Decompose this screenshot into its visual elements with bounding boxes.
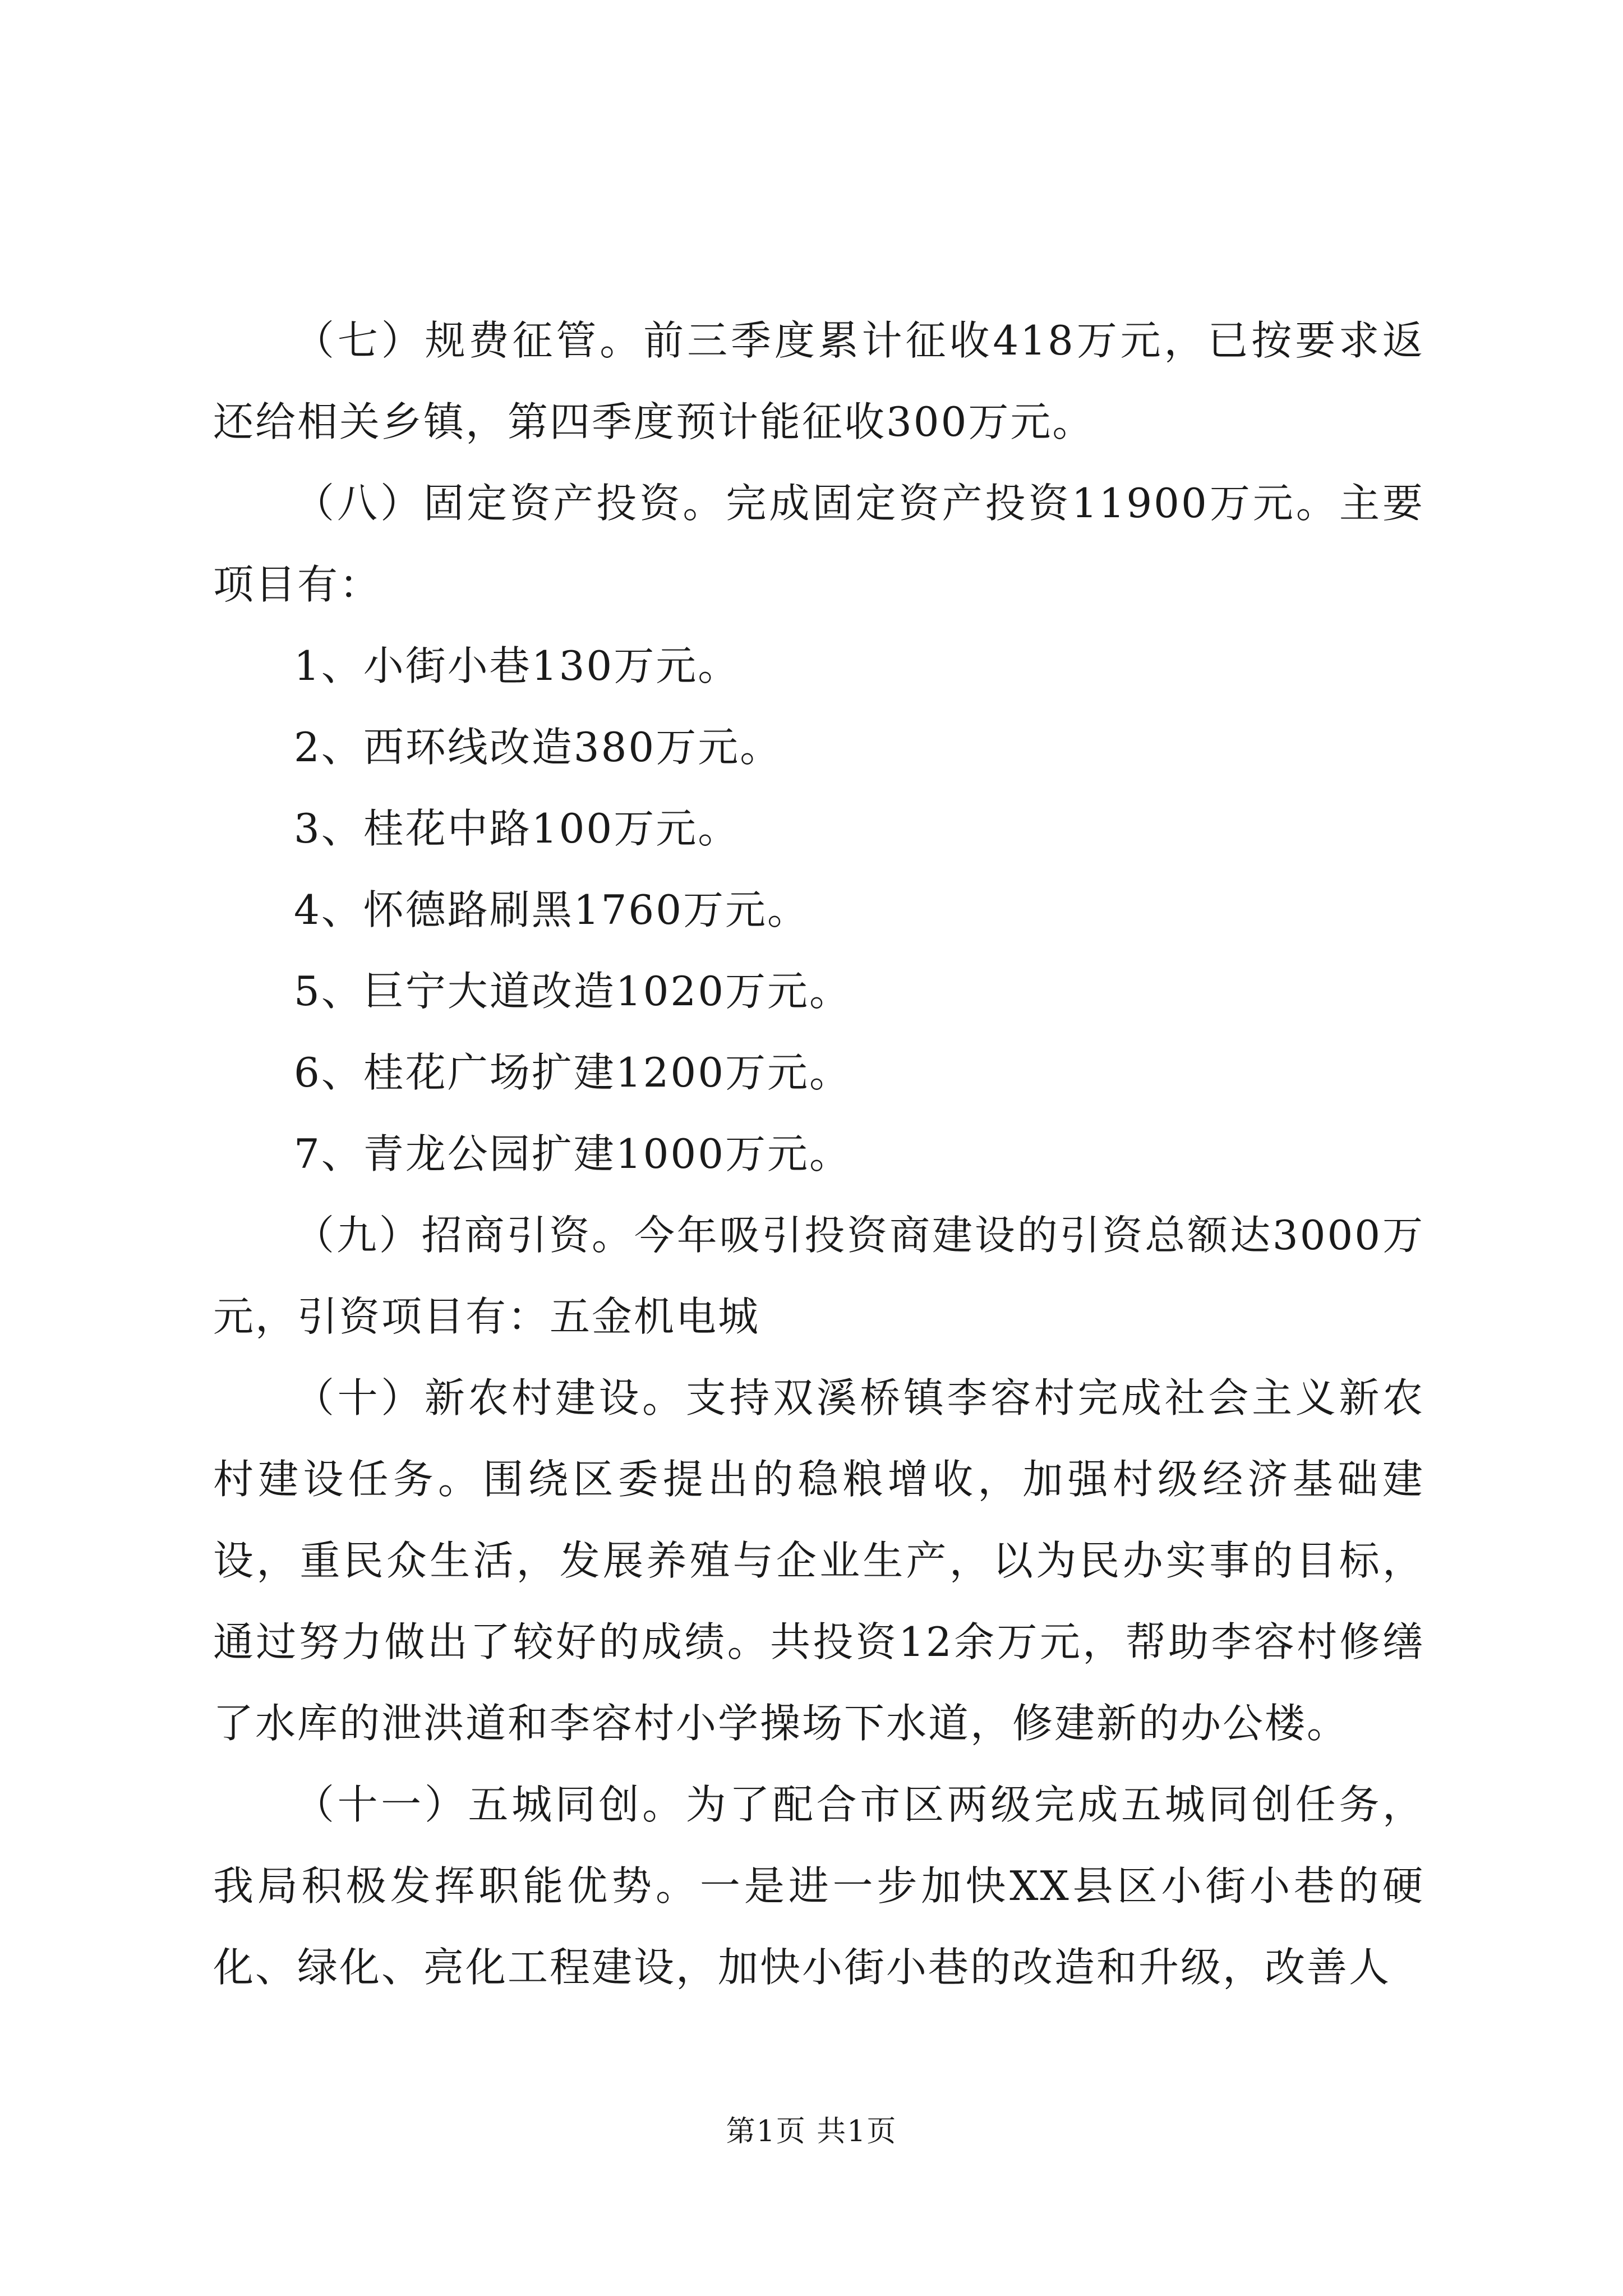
document-body — [213, 300, 1424, 2008]
page-footer: 第1页 共1页 — [726, 2115, 897, 2148]
list-item: 7、青龙公园扩建1000万元。 — [294, 1130, 852, 1177]
paragraph-fee-collection: （七）规费征管。前三季度累计征收418万元，已按要求返还给相关乡镇，第四季度预计能征收300万元。 — [213, 317, 1424, 445]
list-item: 4、怀德路刷黑1760万元。 — [294, 886, 810, 933]
list-item: 5、巨宁大道改造1020万元。 — [294, 968, 852, 1015]
paragraph-investment-attraction: （九）招商引资。今年吸引投资商建设的引资总额达3000万元，引资项目有：五金机电城 — [213, 1212, 1424, 1340]
paragraph-fixed-asset-investment: （八）固定资产投资。完成固定资产投资11900万元。主要项目有： — [213, 480, 1424, 608]
list-item: 6、桂花广场扩建1200万元。 — [294, 1049, 852, 1096]
paragraph-new-rural-construction: （十）新农村建设。支持双溪桥镇李容村完成社会主义新农村建设任务。围绕区委提出的稳粮增收，加强村级经济基础建设，重民众生活，发展养殖与企业生产，以为民办实事的目标，通过努力做出了较好的成绩。共投资12余万元，帮助李容村修缮了水库的泄洪道和李容村小学操场下水道，修建新的办公楼。 — [213, 1374, 1424, 1747]
list-item: 3、桂花中路100万元。 — [294, 805, 740, 852]
list-item: 1、小街小巷130万元。 — [294, 642, 740, 689]
paragraph-five-cities: （十一）五城同创。为了配合市区两级完成五城同创任务，我局积极发挥职能优势。一是进一步加快XX县区小街小巷的硬化、绿化、亮化工程建设，加快小街小巷的改造和升级，改善人 — [213, 1781, 1424, 1991]
list-item: 2、西环线改造380万元。 — [294, 724, 782, 771]
